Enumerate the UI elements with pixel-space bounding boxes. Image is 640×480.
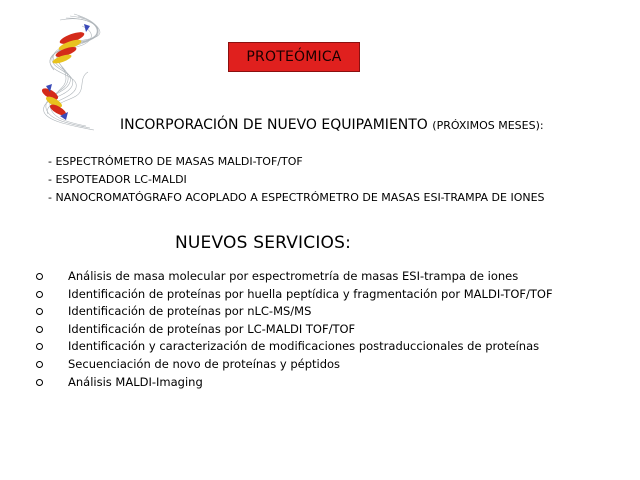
page-title-text: PROTEÓMICA: [246, 49, 342, 65]
list-item: [36, 321, 553, 339]
list-item: - ESPOTEADOR LC-MALDI: [48, 173, 187, 186]
list-item-text: Secuenciación de novo de proteínas y péptidos: [68, 356, 341, 371]
list-item: [36, 286, 553, 304]
bullet-icon: [36, 343, 43, 350]
equipment-heading-main: INCORPORACIÓN DE NUEVO EQUIPAMIENTO: [120, 117, 428, 133]
equipment-list: [48, 153, 545, 207]
list-item: [36, 268, 553, 286]
protein-structure-icon: [30, 12, 112, 132]
bullet-icon: [36, 379, 43, 386]
equipment-heading-note: (PRÓXIMOS MESES):: [432, 119, 544, 132]
equipment-heading: [120, 117, 544, 133]
bullet-icon: [36, 273, 43, 280]
list-item: [36, 303, 553, 321]
list-item: - NANOCROMATÓGRAFO ACOPLADO A ESPECTRÓMETRO DE MASAS ESI-TRAMPA DE IONES: [48, 191, 545, 204]
list-item-text: Análisis MALDI-Imaging: [68, 374, 203, 389]
list-item: - ESPECTRÓMETRO DE MASAS MALDI-TOF/TOF: [48, 155, 303, 168]
list-item-text: Identificación de proteínas por huella peptídica y fragmentación por MALDI-TOF/TOF: [68, 286, 553, 301]
services-heading: NUEVOS SERVICIOS:: [175, 233, 352, 253]
bullet-icon: [36, 308, 43, 315]
list-item-text: Identificación de proteínas por nLC-MS/MS: [68, 304, 312, 319]
bullet-icon: [36, 291, 43, 298]
bullet-icon: [36, 361, 43, 368]
list-item-text: Identificación y caracterización de modificaciones postraduccionales de proteínas: [68, 339, 540, 354]
bullet-icon: [36, 326, 43, 333]
list-item: [36, 338, 553, 356]
list-item: [36, 374, 553, 392]
list-item: [36, 356, 553, 374]
page-title: [228, 42, 360, 72]
list-item-text: Identificación de proteínas por LC-MALDI TOF/TOF: [68, 321, 356, 336]
list-item-text: Análisis de masa molecular por espectrometría de masas ESI-trampa de iones: [68, 269, 519, 283]
services-list: [36, 268, 553, 391]
